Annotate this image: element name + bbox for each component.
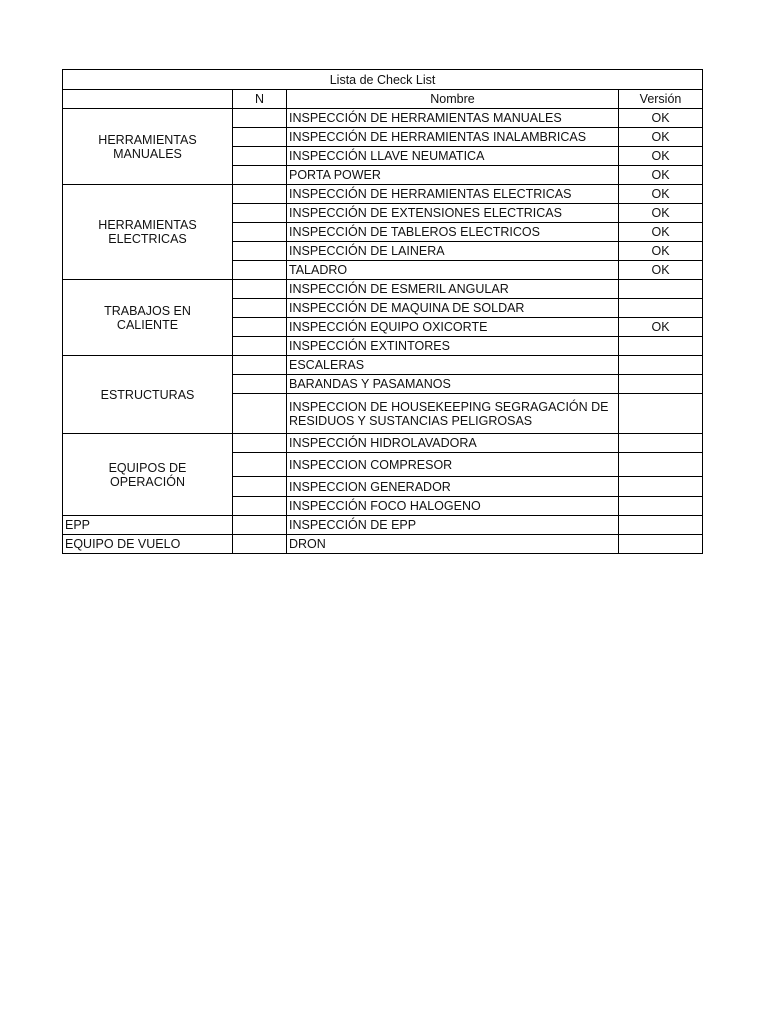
n-cell (233, 204, 287, 223)
table-row (63, 109, 703, 128)
n-cell (233, 318, 287, 337)
n-cell (233, 185, 287, 204)
version-cell (619, 535, 703, 554)
version-cell: OK (619, 185, 703, 204)
version-cell: OK (619, 128, 703, 147)
version-cell (619, 337, 703, 356)
version-cell (619, 356, 703, 375)
version-cell: OK (619, 147, 703, 166)
title-row (63, 70, 703, 90)
version-cell (619, 394, 703, 434)
table-row (63, 516, 703, 535)
n-cell (233, 166, 287, 185)
nombre-cell: PORTA POWER (287, 166, 619, 185)
version-cell: OK (619, 204, 703, 223)
nombre-cell: INSPECCIÓN DE EPP (287, 516, 619, 535)
n-cell (233, 375, 287, 394)
nombre-cell: INSPECCIÓN DE LAINERA (287, 242, 619, 261)
n-cell (233, 497, 287, 516)
version-cell: OK (619, 318, 703, 337)
nombre-cell: INSPECCIÓN DE HERRAMIENTAS MANUALES (287, 109, 619, 128)
n-cell (233, 261, 287, 280)
nombre-cell: INSPECCIÓN HIDROLAVADORA (287, 434, 619, 453)
nombre-cell: INSPECCION COMPRESOR (287, 453, 619, 477)
n-cell (233, 299, 287, 318)
version-cell (619, 497, 703, 516)
header-n: N (233, 90, 287, 109)
n-cell (233, 147, 287, 166)
nombre-cell: INSPECCION GENERADOR (287, 477, 619, 497)
nombre-cell: INSPECCIÓN DE EXTENSIONES ELECTRICAS (287, 204, 619, 223)
n-cell (233, 477, 287, 497)
nombre-cell: TALADRO (287, 261, 619, 280)
table-row (63, 434, 703, 453)
version-cell (619, 434, 703, 453)
nombre-cell: INSPECCION DE HOUSEKEEPING SEGRAGACIÓN DE RESIDUOS Y SUSTANCIAS PELIGROSAS (287, 394, 619, 434)
n-cell (233, 394, 287, 434)
version-cell: OK (619, 242, 703, 261)
group-label: EPP (63, 516, 233, 535)
nombre-cell: ESCALERAS (287, 356, 619, 375)
n-cell (233, 337, 287, 356)
nombre-cell: INSPECCIÓN DE ESMERIL ANGULAR (287, 280, 619, 299)
header-row (63, 90, 703, 109)
version-cell (619, 375, 703, 394)
nombre-cell: BARANDAS Y PASAMANOS (287, 375, 619, 394)
table-row (63, 535, 703, 554)
group-label: ESTRUCTURAS (63, 356, 233, 434)
table-title: Lista de Check List (63, 70, 703, 90)
n-cell (233, 280, 287, 299)
version-cell (619, 299, 703, 318)
header-nombre: Nombre (287, 90, 619, 109)
nombre-cell: INSPECCIÓN DE HERRAMIENTAS INALAMBRICAS (287, 128, 619, 147)
table-row (63, 356, 703, 375)
version-cell: OK (619, 261, 703, 280)
version-cell: OK (619, 109, 703, 128)
n-cell (233, 453, 287, 477)
group-label: TRABAJOS EN CALIENTE (63, 280, 233, 356)
n-cell (233, 223, 287, 242)
check-list-table (62, 69, 703, 554)
version-cell: OK (619, 223, 703, 242)
n-cell (233, 109, 287, 128)
nombre-cell: INSPECCIÓN DE MAQUINA DE SOLDAR (287, 299, 619, 318)
check-list-body (63, 70, 703, 554)
nombre-cell: INSPECCIÓN EQUIPO OXICORTE (287, 318, 619, 337)
n-cell (233, 516, 287, 535)
n-cell (233, 535, 287, 554)
n-cell (233, 434, 287, 453)
version-cell (619, 453, 703, 477)
nombre-cell: INSPECCIÓN LLAVE NEUMATICA (287, 147, 619, 166)
header-version: Versión (619, 90, 703, 109)
n-cell (233, 242, 287, 261)
nombre-cell: INSPECCIÓN EXTINTORES (287, 337, 619, 356)
n-cell (233, 128, 287, 147)
group-label: EQUIPO DE VUELO (63, 535, 233, 554)
table-row (63, 280, 703, 299)
group-label: HERRAMIENTAS ELECTRICAS (63, 185, 233, 280)
group-label: HERRAMIENTAS MANUALES (63, 109, 233, 185)
version-cell (619, 280, 703, 299)
nombre-cell: INSPECCIÓN FOCO HALOGENO (287, 497, 619, 516)
version-cell (619, 516, 703, 535)
version-cell: OK (619, 166, 703, 185)
group-label: EQUIPOS DE OPERACIÓN (63, 434, 233, 516)
table-row (63, 185, 703, 204)
nombre-cell: DRON (287, 535, 619, 554)
n-cell (233, 356, 287, 375)
header-group (63, 90, 233, 109)
nombre-cell: INSPECCIÓN DE HERRAMIENTAS ELECTRICAS (287, 185, 619, 204)
version-cell (619, 477, 703, 497)
nombre-cell: INSPECCIÓN DE TABLEROS ELECTRICOS (287, 223, 619, 242)
